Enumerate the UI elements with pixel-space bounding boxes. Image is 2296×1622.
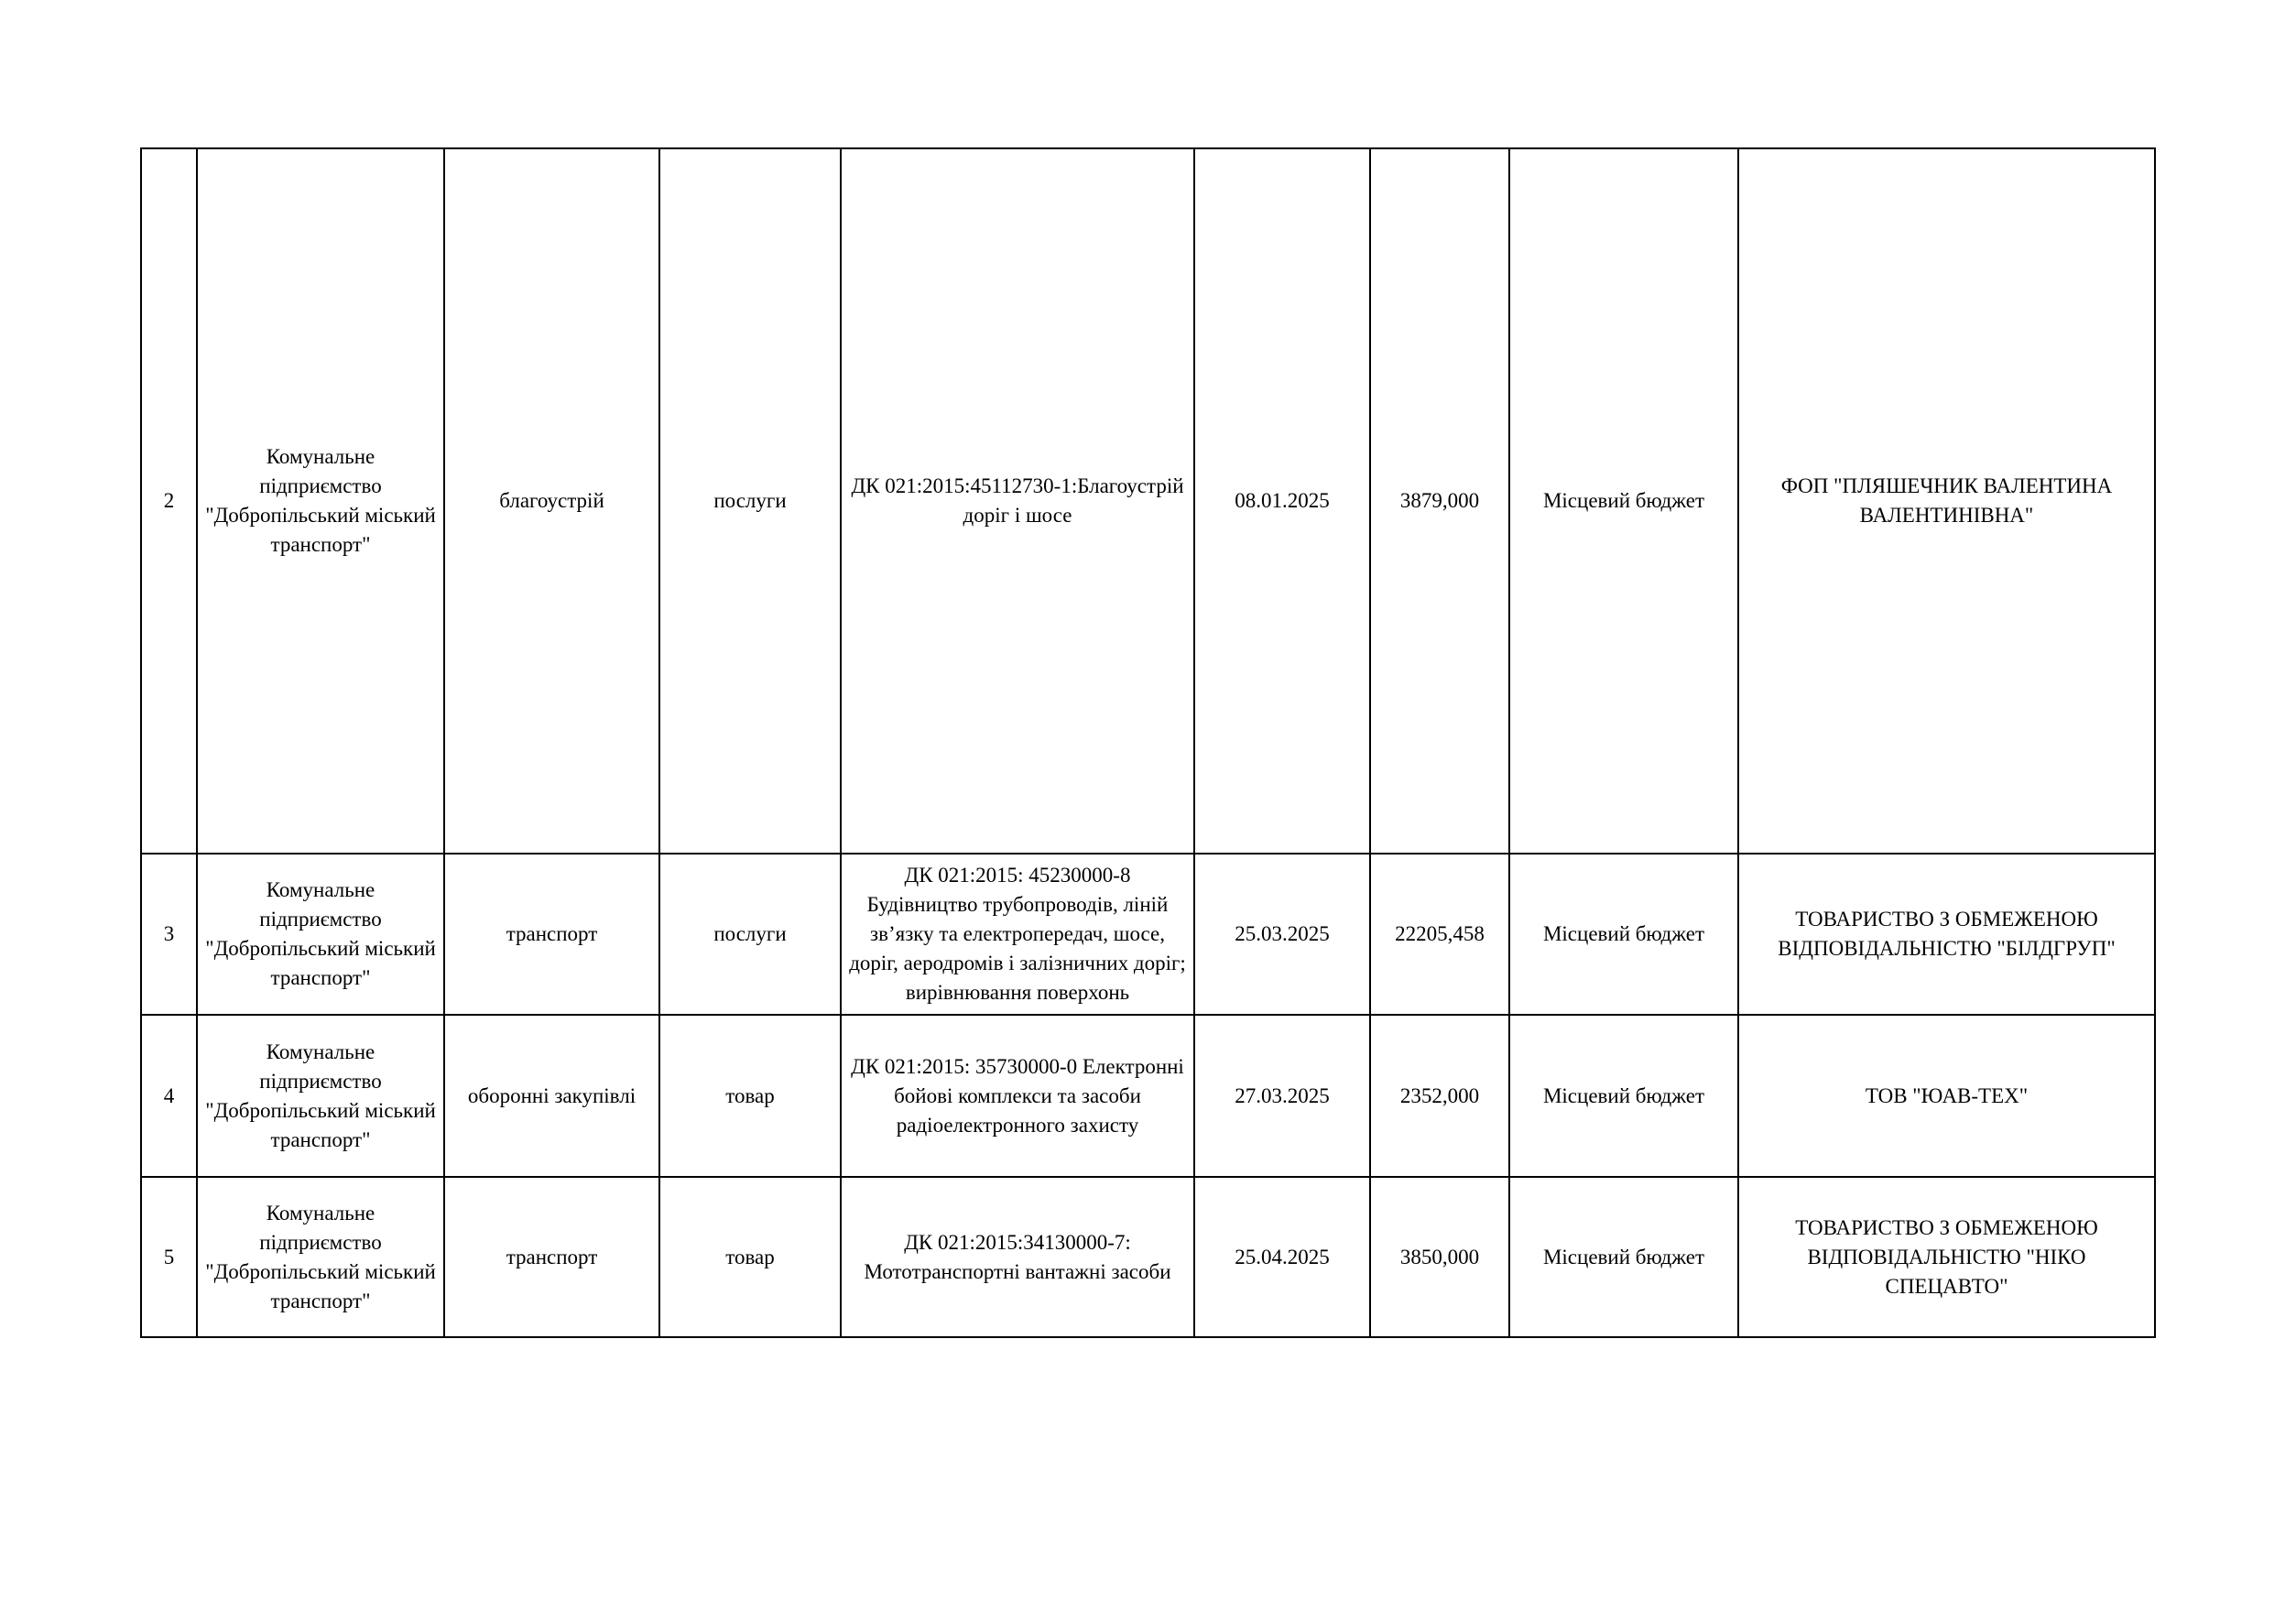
date-cell: 08.01.2025 [1194,148,1370,854]
funding-source-cell: Місцевий бюджет [1509,1177,1738,1337]
amount-cell: 22205,458 [1370,854,1509,1015]
customer-cell: Комунальне підприємство "Добропільський міський транспорт" [197,148,444,854]
table-row [141,1177,2155,1337]
procurement-type-cell: послуги [659,854,841,1015]
cpv-code-cell: ДК 021:2015:34130000-7: Мототранспортні вантажні засоби [841,1177,1194,1337]
cpv-code-cell [841,854,1194,1015]
date-cell: 25.04.2025 [1194,1177,1370,1337]
category-cell: транспорт [444,1177,659,1337]
cpv-code-cell: ДК 021:2015:45112730-1:Благоустрій доріг і шосе [841,148,1194,854]
customer-cell: Комунальне підприємство "Добропільський міський транспорт" [197,1015,444,1177]
supplier-cell: ТОВАРИСТВО З ОБМЕЖЕНОЮ ВІДПОВІДАЛЬНІСТЮ "БІЛДГРУП" [1738,854,2155,1015]
cpv-code-text: ДК 021:2015: 45230000-8 Будівництво трубопроводів, ліній зв’язку та електропередач, шосе, доріг, аеродромів і залізничних доріг; вирівнювання поверхонь [849,864,1186,1004]
date-cell: 27.03.2025 [1194,1015,1370,1177]
category-cell: благоустрій [444,148,659,854]
row-number-cell: 5 [141,1177,197,1337]
supplier-cell: ФОП "ПЛЯШЕЧНИК ВАЛЕНТИНА ВАЛЕНТИНІВНА" [1738,148,2155,854]
supplier-cell: ТОВ "ЮАВ-ТЕХ" [1738,1015,2155,1177]
cpv-code-cell: ДК 021:2015: 35730000-0 Електронні бойові комплекси та засоби радіоелектронного захисту [841,1015,1194,1177]
amount-cell: 2352,000 [1370,1015,1509,1177]
row-number-cell: 4 [141,1015,197,1177]
category-cell: транспорт [444,854,659,1015]
procurement-type-cell: товар [659,1015,841,1177]
table-row [141,148,2155,854]
row-number-cell: 2 [141,148,197,854]
procurement-type-cell: товар [659,1177,841,1337]
table-row [141,854,2155,1015]
procurement-type-cell: послуги [659,148,841,854]
supplier-cell: ТОВАРИСТВО З ОБМЕЖЕНОЮ ВІДПОВІДАЛЬНІСТЮ "НІКО СПЕЦАВТО" [1738,1177,2155,1337]
date-cell: 25.03.2025 [1194,854,1370,1015]
procurement-table [140,147,2156,1338]
row-number-cell: 3 [141,854,197,1015]
category-cell: оборонні закупівлі [444,1015,659,1177]
amount-cell: 3879,000 [1370,148,1509,854]
funding-source-cell: Місцевий бюджет [1509,854,1738,1015]
customer-cell: Комунальне підприємство "Добропільський міський транспорт" [197,1177,444,1337]
amount-cell: 3850,000 [1370,1177,1509,1337]
customer-cell: Комунальне підприємство "Добропільський міський транспорт" [197,854,444,1015]
funding-source-cell: Місцевий бюджет [1509,148,1738,854]
table-row [141,1015,2155,1177]
funding-source-cell: Місцевий бюджет [1509,1015,1738,1177]
